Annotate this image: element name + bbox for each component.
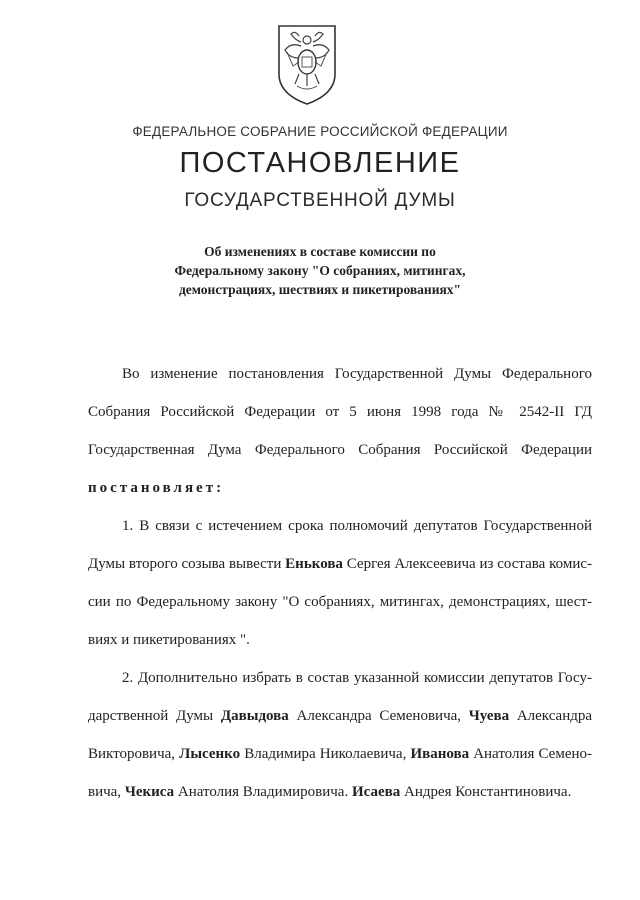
document-subject	[0, 242, 640, 299]
double-headed-eagle-emblem-icon	[273, 22, 341, 106]
item1-line: виях и пикетированиях ".	[88, 632, 250, 648]
item2-text: Андрея Константиновича.	[403, 784, 572, 800]
deputy-name: Енькова	[285, 556, 343, 572]
item1-text: Сергея Алексеевича из состава комис-	[346, 556, 593, 572]
issuer-title: ГОСУДАРСТВЕННОЙ ДУМЫ	[184, 190, 456, 211]
item2-text: вича,	[88, 784, 122, 800]
deputy-name: Чуева	[468, 708, 510, 724]
document-body	[88, 364, 592, 820]
deputy-name: Давыдова	[220, 708, 289, 724]
item2-text: Викторовича,	[88, 746, 176, 762]
document-type-title: ПОСТАНОВЛЕНИЕ	[179, 147, 461, 179]
subject-line: Федеральному закону "О собраниях, митингах,	[174, 263, 466, 278]
preamble-line: Государственная Дума Федерального Собрания Российской Федерации	[88, 442, 592, 458]
item2-line	[88, 782, 592, 820]
item2-text: Александра	[516, 708, 593, 724]
resolves-text: постановляет:	[88, 480, 225, 496]
item2-line: 2. Дополнительно избрать в состав указанной комиссии депутатов Госу-	[122, 670, 592, 686]
item2-text: Александра Семеновича,	[296, 708, 462, 724]
deputy-name: Лысенко	[179, 746, 241, 762]
deputy-name: Чекиса	[124, 784, 175, 800]
item1-line: 1. В связи с истечением срока полномочий депутатов Государственной	[122, 518, 592, 534]
preamble-line: Собрания Российской Федерации от 5 июня 1998 года № 2542-II ГД	[88, 404, 592, 420]
item2-text: дарственной Думы	[88, 708, 214, 724]
deputy-name: Иванова	[410, 746, 470, 762]
item2-text: Анатолия Владимировича.	[177, 784, 349, 800]
item1-text: Думы второго созыва вывести	[88, 556, 282, 572]
subject-line: демонстрациях, шествиях и пикетированиях"	[178, 282, 462, 297]
item1-line	[88, 554, 592, 592]
item2-line	[88, 706, 592, 744]
item2-text: Владимира Николаевича,	[244, 746, 407, 762]
item2-line	[88, 744, 592, 782]
subject-line: Об изменениях в составе комиссии по	[204, 244, 436, 259]
item2-text: Анатолия Семено-	[473, 746, 592, 762]
deputy-name: Исаева	[351, 784, 401, 800]
assembly-title: ФЕДЕРАЛЬНОЕ СОБРАНИЕ РОССИЙСКОЙ ФЕДЕРАЦИИ	[132, 124, 508, 139]
preamble-line: Во изменение постановления Государственной Думы Федерального	[122, 366, 592, 382]
resolution-word	[88, 478, 592, 516]
item1-line: сии по Федеральному закону "О собраниях, митингах, демонстрациях, шест-	[88, 594, 592, 610]
